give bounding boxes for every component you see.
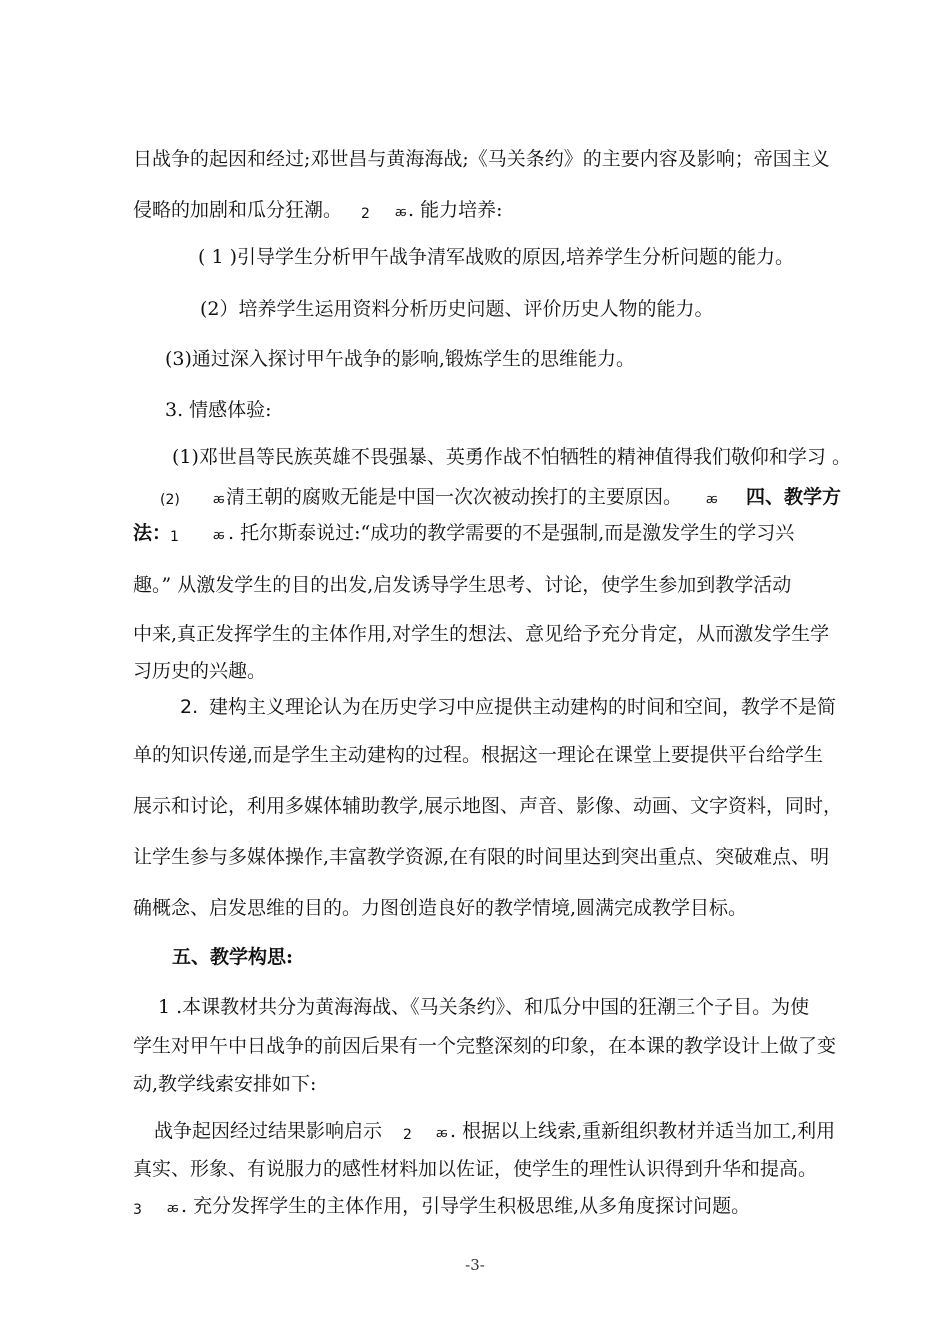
text-segment: . 充分发挥学生的主体作用，引导学生积极思维,从多角度探讨问题。 <box>181 1195 751 1217</box>
text-line: 展示和讨论，利用多媒体辅助教学,展示地图、声音、影像、动画、文字资料，同时， <box>133 795 843 817</box>
text-segment: . 托尔斯泰说过:“成功的教学需要的不是强制,而是激发学生的学习兴 <box>228 522 795 544</box>
text-segment: 战争起因经过结果影响启示 <box>154 1120 383 1142</box>
list-marker-icon: ꬱ <box>436 1126 448 1141</box>
list-number: 2 <box>361 206 370 222</box>
text-segment: . 能力培养: <box>408 199 503 221</box>
text-line: 习历史的兴趣。 <box>133 660 267 682</box>
page-number: -3- <box>465 1256 485 1274</box>
text-line: ( 1 )引导学生分析甲午战争清军战败的原因,培养学生分析问题的能力。 <box>198 246 795 268</box>
text-segment: . 根据以上线索,重新组织教材并适当加工,利用 <box>450 1120 836 1142</box>
list-number: 2. <box>180 696 199 718</box>
section-heading: 四、教学方 <box>746 486 842 508</box>
text-line: 学生对甲午中日战争的前因后果有一个完整深刻的印象，在本课的教学设计上做了变 <box>133 1035 837 1057</box>
section-heading: 五、教学构思: <box>172 946 294 968</box>
list-number: (2) <box>160 492 180 508</box>
list-number: 3 <box>133 1202 142 1218</box>
list-marker-icon: ꬱ <box>213 528 225 543</box>
list-marker-icon: ꬱ <box>213 492 225 507</box>
text-line: 趣。” 从激发学生的目的出发,启发诱导学生思考、讨论，使学生参加到教学活动 <box>133 574 792 596</box>
text-line: 中来,真正发挥学生的主体作用,对学生的想法、意见给予充分肯定，从而激发学生学 <box>133 623 830 645</box>
text-line: (2）培养学生运用资料分析历史问题、评价历史人物的能力。 <box>200 298 714 320</box>
list-number: 1 <box>170 529 179 545</box>
list-marker-icon: ꬱ <box>395 205 407 220</box>
text-segment: 清王朝的腐败无能是中国一次次被动挨打的主要原因。 <box>226 486 683 508</box>
list-number: 2 <box>403 1127 412 1143</box>
text-segment: ： <box>152 522 172 544</box>
text-line: 单的知识传递,而是学生主动建构的过程。根据这一理论在课堂上要提供平台给学生 <box>133 744 824 766</box>
text-line: 让学生参与多媒体操作,丰富教学资源,在有限的时间里达到突出重点、突破难点、明 <box>133 846 830 868</box>
text-line: (1)邓世昌等民族英雄不畏强暴、英勇作战不怕牺牲的精神值得我们敬仰和学习 。 <box>172 446 851 468</box>
text-line: 3. 情感体验: <box>165 399 272 421</box>
text-line: 1 .本课教材共分为黄海海战、《马关条约》、和瓜分中国的狂潮三个子目。为使 <box>158 996 810 1018</box>
text-segment: 建构主义理论认为在历史学习中应提供主动建构的时间和空间，教学不是简 <box>209 696 837 718</box>
list-marker-icon: ꬱ <box>706 492 718 507</box>
text-line: (3)通过深入探讨甲午战争的影响,锻炼学生的思维能力。 <box>165 348 635 370</box>
section-heading: 法 <box>133 522 153 544</box>
text-line <box>133 197 342 223</box>
text-line: 确概念、启发思维的目的。力图创造良好的教学情境,圆满完成教学目标。 <box>133 897 748 919</box>
text-line: 动,教学线索安排如下: <box>133 1073 317 1095</box>
list-marker-icon: ꬱ <box>167 1201 179 1216</box>
text-line: 日战争的起因和经过;邓世昌与黄海海战;《马关条约》的主要内容及影响；帝国主义 <box>133 148 830 170</box>
text-line: 真实、形象、有说服力的感性材料加以佐证，使学生的理性认识得到升华和提高。 <box>133 1158 818 1180</box>
text-segment: 侵略的加剧和瓜分狂潮。 <box>133 199 343 221</box>
